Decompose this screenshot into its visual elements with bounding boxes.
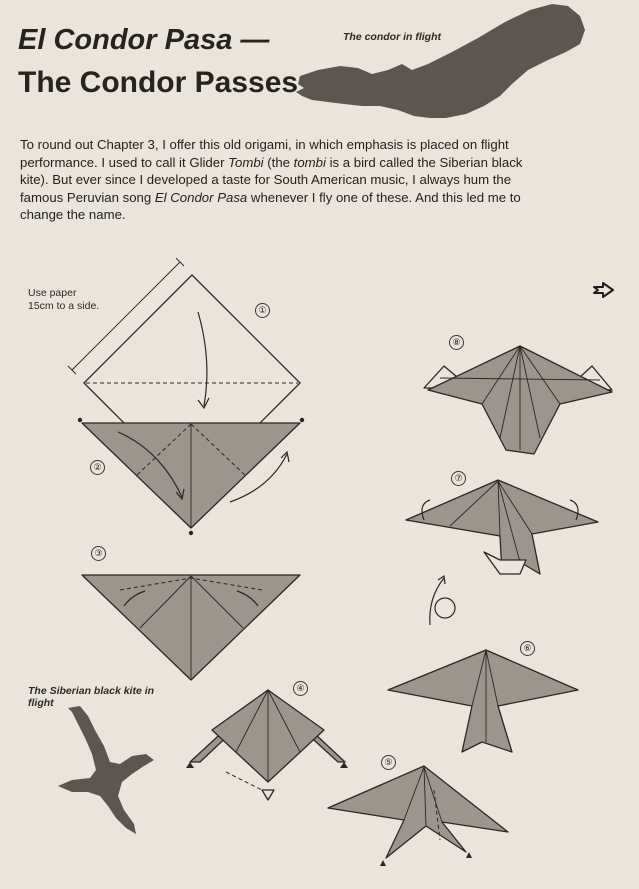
step-7-diagram [406, 480, 598, 574]
step-7-number: ⑦ [451, 471, 466, 486]
step-3-number: ③ [91, 546, 106, 561]
kite-caption-line1: The Siberian black kite in [28, 685, 155, 697]
intro-text-1: To round out Chapter 3, I offer this old origami, in which emphasis is placed on flight performance. I used to call it Glider [20, 137, 509, 170]
page-subtitle: The Condor Passes [18, 66, 299, 99]
step-5-number: ⑤ [381, 755, 396, 770]
step-4-number: ④ [293, 681, 308, 696]
step-2-diagram [78, 418, 304, 535]
step-8-number: ⑧ [449, 335, 464, 350]
step-6-number: ⑥ [520, 641, 535, 656]
paper-note-line1: Use paper [28, 287, 77, 299]
intro-text-2: (the [263, 154, 294, 170]
intro-text-3: is a bird called the Siberian black kite). But ever since I developed a taste for South American music, I always hum the famous Peruvian song [20, 154, 523, 205]
intro-tombi-1: Tombi [228, 154, 264, 170]
kite-caption-line2: flight [28, 697, 54, 709]
condor-caption: The condor in flight [343, 31, 441, 43]
step-8-diagram [424, 346, 612, 454]
step-1-number: ① [255, 303, 270, 318]
intro-text-4: whenever I fly one of these. And this led me to change the name. [20, 189, 521, 223]
intro-tombi-2: tombi [293, 154, 326, 170]
step-2-number: ② [90, 460, 105, 475]
paper-note-line2: 15cm to a side. [28, 300, 100, 312]
step-5-diagram [328, 766, 508, 866]
step-4-diagram [186, 690, 348, 800]
step-3-diagram [82, 575, 300, 680]
intro-song-title: El Condor Pasa [154, 189, 248, 205]
step-6-diagram [388, 650, 578, 752]
kite-silhouette [50, 700, 170, 840]
spin-arrow [430, 576, 455, 625]
page-title: El Condor Pasa — [18, 24, 270, 56]
